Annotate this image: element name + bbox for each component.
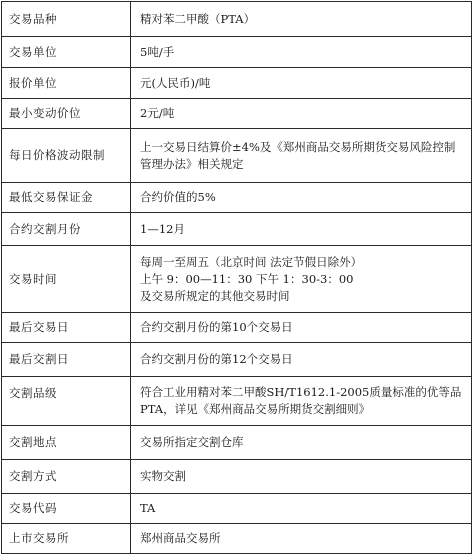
row-value-delivery-method: 实物交割	[131, 460, 472, 494]
row-value-quote-unit: 元(人民币)/吨	[131, 68, 472, 99]
row-label-trading-variety: 交易品种	[2, 2, 131, 37]
row-label-trading-code: 交易代码	[2, 494, 131, 524]
row-value-delivery-months: 1—12月	[131, 213, 472, 246]
row-label-daily-limit: 每日价格波动限制	[2, 129, 131, 183]
table-row	[2, 213, 472, 246]
table-row	[2, 377, 472, 426]
row-label-min-tick: 最小变动价位	[2, 99, 131, 129]
row-label-min-margin: 最低交易保证金	[2, 183, 131, 213]
table-row	[2, 343, 472, 377]
table-row	[2, 460, 472, 494]
table-row	[2, 129, 472, 183]
table-row	[2, 426, 472, 460]
row-label-delivery-location: 交割地点	[2, 426, 131, 460]
trading-hours-line: 及交易所规定的其他交易时间	[140, 288, 290, 303]
row-value-last-trading-day: 合约交割月份的第10个交易日	[131, 313, 472, 343]
row-value-delivery-grade: 符合工业用精对苯二甲酸SH/T1612.1-2005质量标准的优等品PTA，详见《郑州商品交易所期货交割细则》	[131, 377, 472, 426]
row-label-delivery-months: 合约交割月份	[2, 213, 131, 246]
row-value-trading-hours	[131, 246, 472, 313]
table-row	[2, 494, 472, 524]
row-label-listing-exchange: 上市交易所	[2, 524, 131, 554]
row-value-trading-unit: 5吨/手	[131, 37, 472, 68]
row-value-min-margin: 合约价值的5%	[131, 183, 472, 213]
row-value-trading-variety: 精对苯二甲酸（PTA）	[131, 2, 472, 37]
table-row	[2, 246, 472, 313]
row-value-trading-code: TA	[131, 494, 472, 524]
row-label-trading-unit: 交易单位	[2, 37, 131, 68]
row-label-quote-unit: 报价单位	[2, 68, 131, 99]
row-value-listing-exchange: 郑州商品交易所	[131, 524, 472, 554]
table-row	[2, 37, 472, 68]
table-row	[2, 2, 472, 37]
table-row	[2, 524, 472, 554]
contract-spec-table	[1, 1, 472, 554]
row-label-delivery-grade: 交割品级	[2, 377, 131, 426]
row-label-last-trading-day: 最后交易日	[2, 313, 131, 343]
trading-hours-line: 每周一至周五（北京时间 法定节假日除外）	[140, 254, 363, 269]
row-value-min-tick: 2元/吨	[131, 99, 472, 129]
row-label-last-delivery-day: 最后交割日	[2, 343, 131, 377]
row-label-delivery-method: 交割方式	[2, 460, 131, 494]
trading-hours-line: 上午 9：00—11：30 下午 1：30-3：00	[140, 271, 354, 286]
table-row	[2, 68, 472, 99]
row-label-trading-hours: 交易时间	[2, 246, 131, 313]
table-row	[2, 183, 472, 213]
row-value-daily-limit: 上一交易日结算价±4%及《郑州商品交易所期货交易风险控制管理办法》相关规定	[131, 129, 472, 183]
table-row	[2, 313, 472, 343]
table-row	[2, 99, 472, 129]
row-value-last-delivery-day: 合约交割月份的第12个交易日	[131, 343, 472, 377]
row-value-delivery-location: 交易所指定交割仓库	[131, 426, 472, 460]
